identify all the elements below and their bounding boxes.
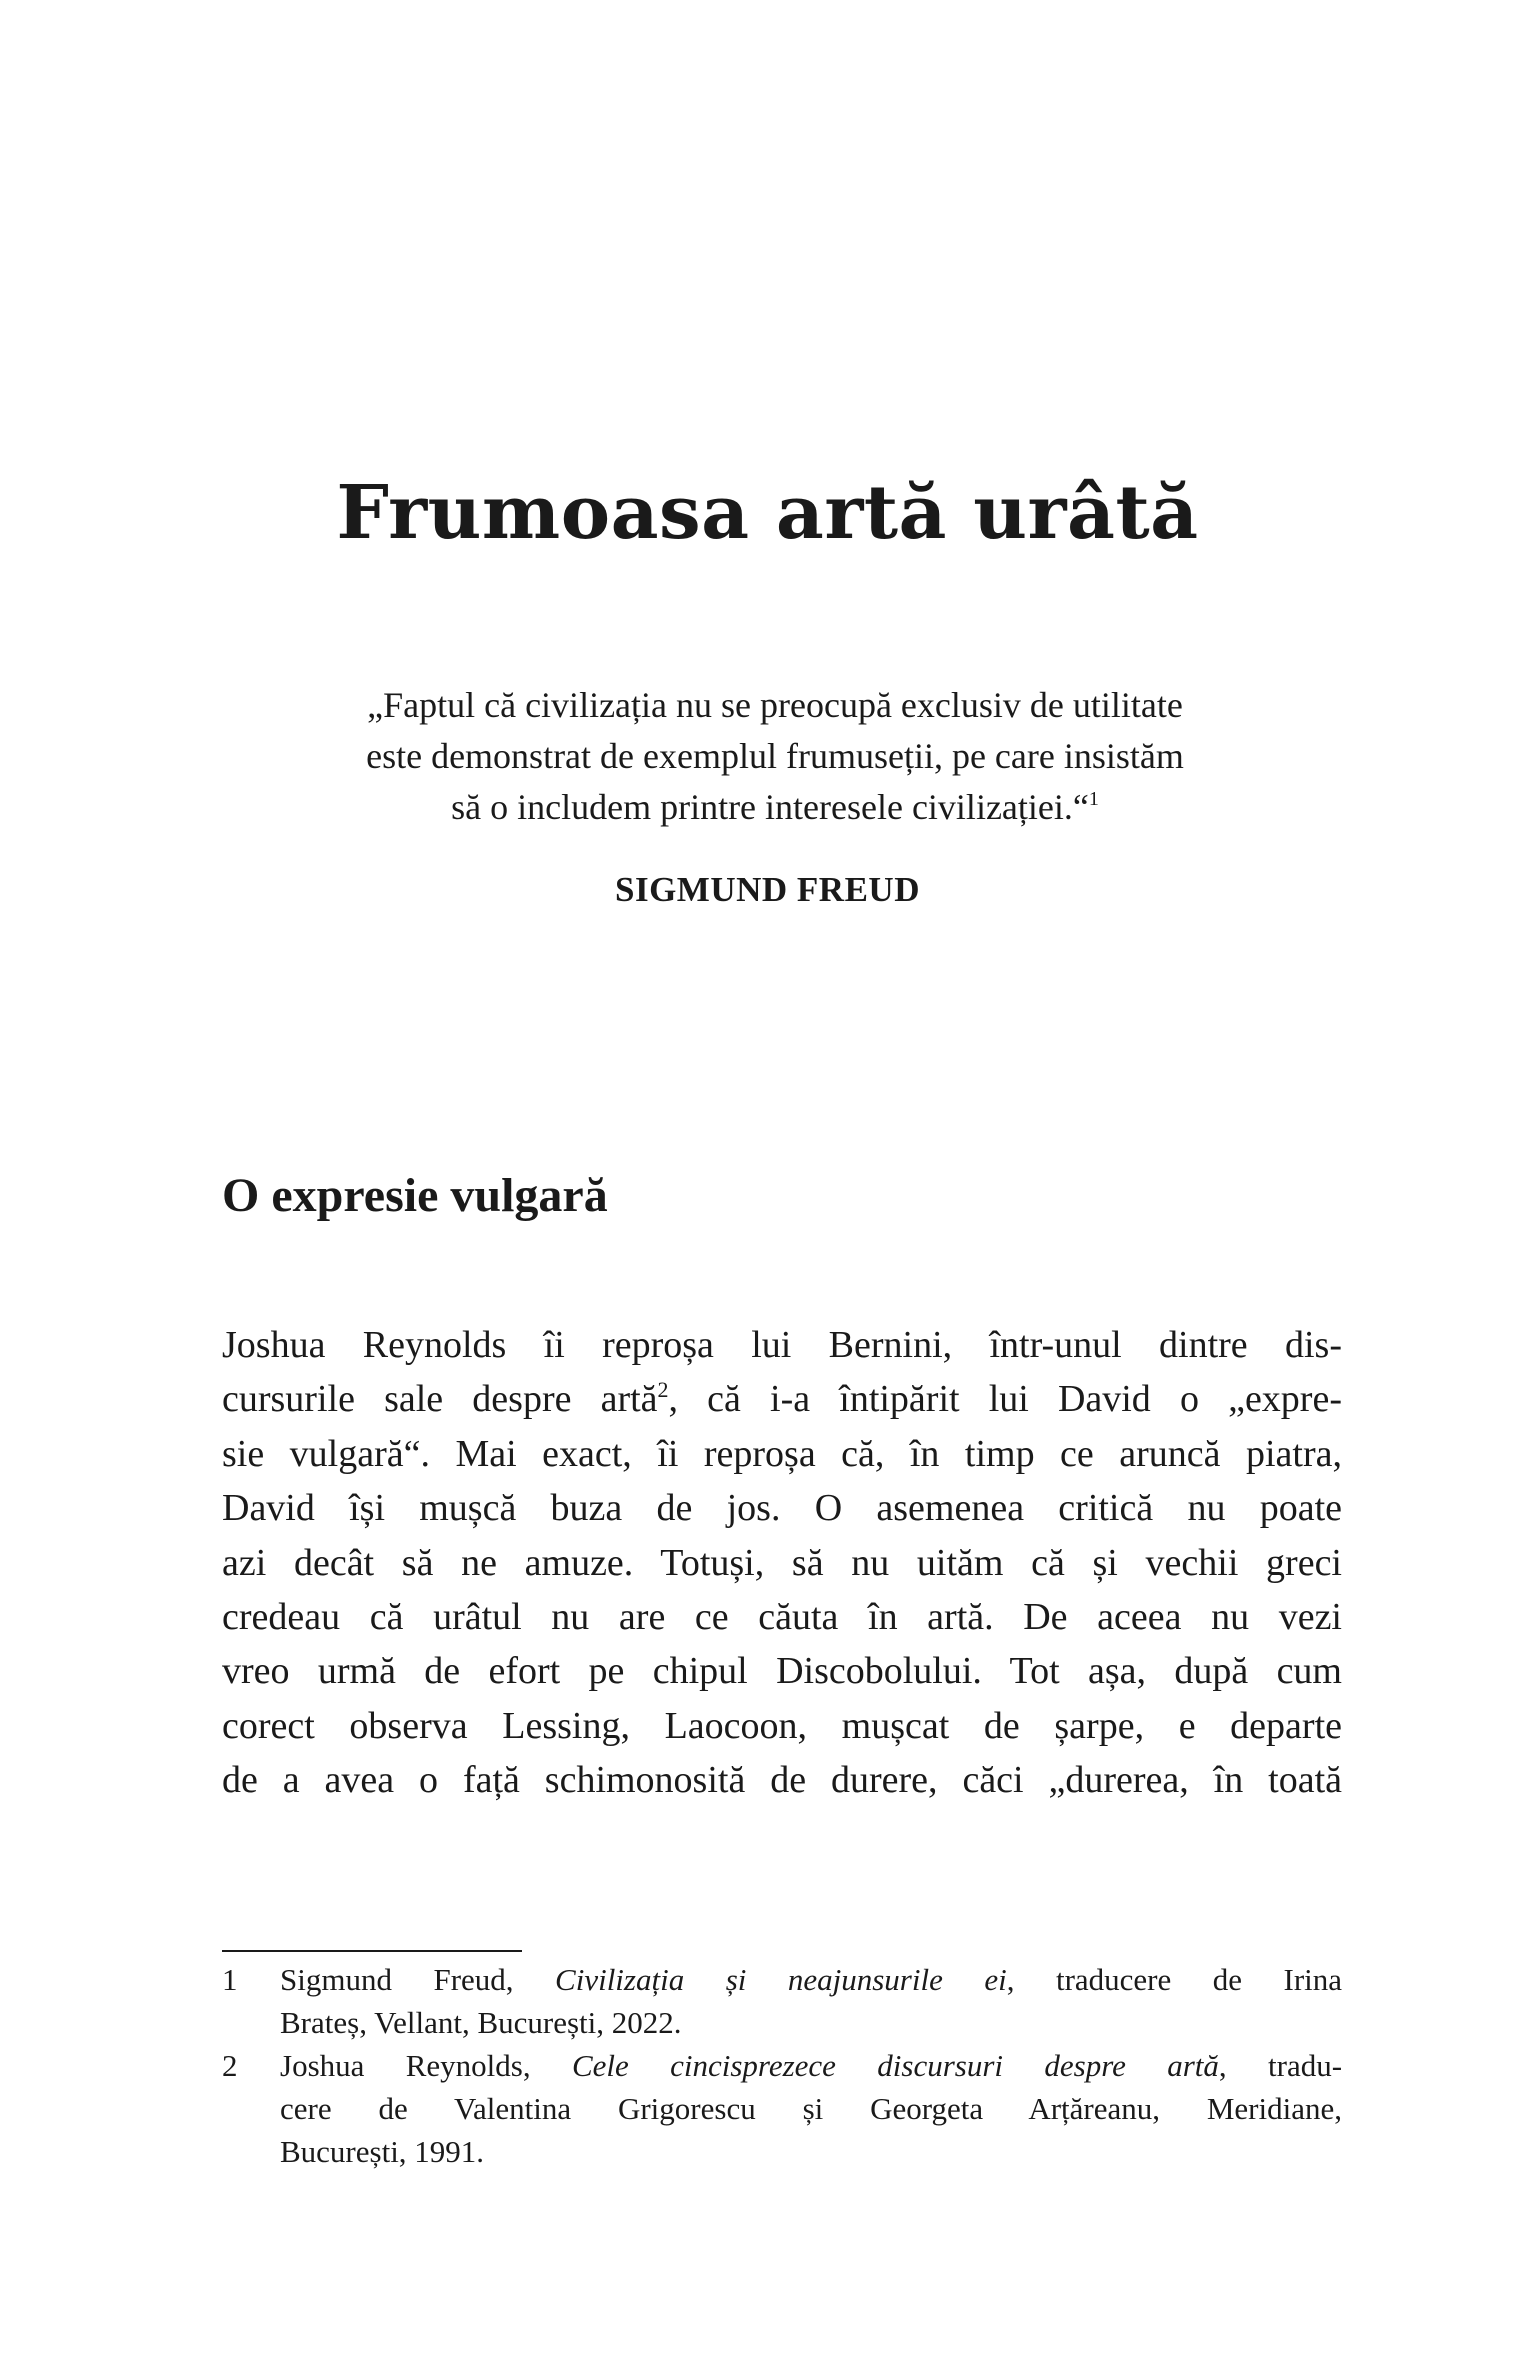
- footnote-rest: , traducere de Irina: [1006, 1962, 1343, 1997]
- footnote-number: 2: [222, 2048, 238, 2083]
- footnote-text: [280, 2044, 1342, 2173]
- footnote-divider: [222, 1950, 522, 1952]
- footnote-work-title: Civilizația și neajunsurile ei: [555, 1962, 1007, 1997]
- body-line: Joshua Reynolds îi reproșa lui Bernini, într-unul dintre dis-: [222, 1324, 1342, 1366]
- body-line: sie vulgară“. Mai exact, îi reproșa că, în timp ce aruncă piatra,: [222, 1432, 1342, 1475]
- footnote-ref-1[interactable]: 1: [1088, 788, 1099, 810]
- epigraph-author: SIGMUND FREUD: [615, 870, 920, 909]
- footnote-number: 1: [222, 1962, 238, 1997]
- footnote-line: București, 1991.: [280, 2134, 485, 2169]
- body-paragraph: [222, 1318, 1342, 1808]
- body-line-text: , că i-a întipărit lui David o „expre-: [668, 1378, 1342, 1421]
- footnote-line: [280, 2044, 1342, 2087]
- chapter-title: Frumoasa artă urâtă: [336, 470, 1199, 556]
- footnotes: [222, 1958, 1342, 2173]
- body-line: [222, 1372, 1342, 1426]
- body-line: corect observa Lessing, Laocoon, mușcat de șarpe, e departe: [222, 1704, 1342, 1747]
- epigraph-line: [270, 782, 1280, 833]
- epigraph-line: „Faptul că civilizația nu se preocupă exclusiv de utilitate: [367, 685, 1183, 725]
- footnote-line: [280, 1958, 1342, 2001]
- body-line: David își mușcă buza de jos. O asemenea critică nu poate: [222, 1487, 1342, 1530]
- footnote-2: [222, 2044, 1342, 2173]
- epigraph: [270, 680, 1280, 833]
- section-heading: O expresie vulgară: [222, 1169, 608, 1222]
- body-line: azi decât să ne amuze. Totuși, să nu uităm că și vechii greci: [222, 1541, 1342, 1584]
- footnote-work-title: Cele cincisprezece discursuri despre artă: [571, 2048, 1219, 2083]
- footnote-text: [280, 1958, 1342, 2044]
- body-line: vreo urmă de efort pe chipul Discobolului. Tot așa, după cum: [222, 1650, 1342, 1693]
- epigraph-line: este demonstrat de exemplul frumuseții, pe care insistăm: [366, 736, 1184, 776]
- body-line: credeau că urâtul nu are ce căuta în artă. De aceea nu vezi: [222, 1595, 1342, 1638]
- epigraph-line-text: să o includem printre interesele civilizației.“: [451, 787, 1089, 827]
- footnote-line: Brateș, Vellant, București, 2022.: [280, 2005, 682, 2040]
- body-line: de a avea o față schimonosită de durere, căci „durerea, în toată: [222, 1759, 1342, 1802]
- footnote-ref-2[interactable]: 2: [657, 1377, 669, 1403]
- footnote-line: cere de Valentina Grigorescu și Georgeta Arțăreanu, Meridiane,: [280, 2091, 1342, 2126]
- body-line-text: cursurile sale despre artă: [222, 1378, 658, 1421]
- footnote-rest: , tradu-: [1218, 2048, 1343, 2083]
- footnote-author: Joshua Reynolds,: [280, 2048, 531, 2083]
- footnote-author: Sigmund Freud,: [280, 1962, 514, 1997]
- footnote-1: [222, 1958, 1342, 2044]
